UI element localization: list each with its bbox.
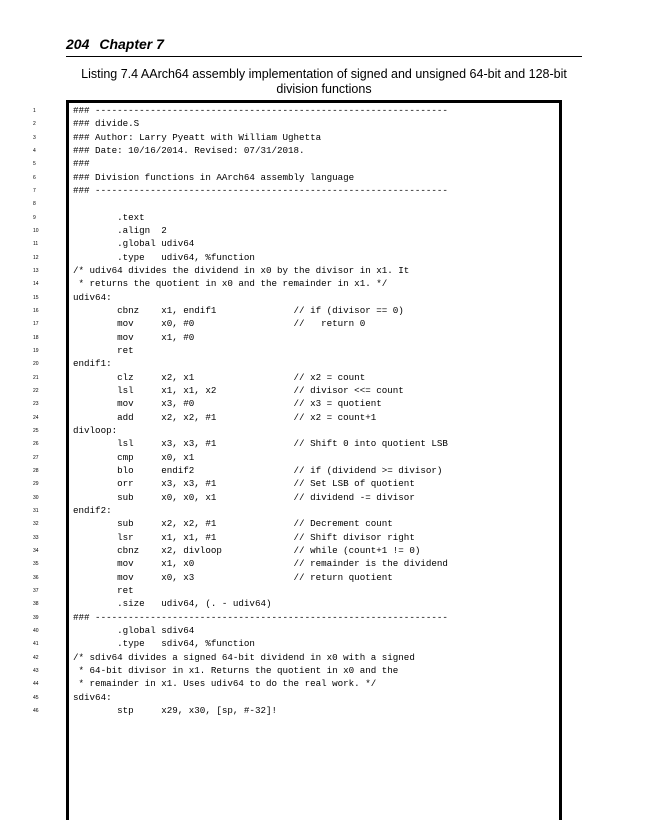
code-line: .type udiv64, %function <box>73 251 255 263</box>
line-number: 45 <box>33 694 39 701</box>
line-number: 30 <box>33 494 39 501</box>
line-number: 43 <box>33 667 39 674</box>
line-number: 13 <box>33 267 39 274</box>
line-number: 10 <box>33 227 39 234</box>
line-number: 29 <box>33 481 39 488</box>
line-number: 34 <box>33 547 39 554</box>
line-number: 1 <box>33 108 36 114</box>
code-line: .size udiv64, (. - udiv64) <box>73 598 272 610</box>
line-number: 2 <box>33 121 36 128</box>
code-line: add x2, x2, #1 // x2 = count+1 <box>73 411 377 423</box>
line-number: 26 <box>33 441 39 448</box>
line-number: 25 <box>33 427 39 434</box>
line-number: 39 <box>33 614 39 621</box>
code-line: mov x0, x3 // return quotient <box>73 571 393 583</box>
line-number: 24 <box>33 414 39 421</box>
code-line: mov x0, #0 // return 0 <box>73 318 366 330</box>
code-line: .align 2 <box>73 224 167 236</box>
code-line: endif2: <box>73 504 112 516</box>
line-number: 21 <box>33 374 39 381</box>
line-number: 22 <box>33 387 39 394</box>
code-line: sdiv64: <box>73 691 112 703</box>
code-line: lsr x1, x1, #1 // Shift divisor right <box>73 531 415 543</box>
line-number: 18 <box>33 334 39 341</box>
line-number: 35 <box>33 561 39 568</box>
code-line: blo endif2 // if (dividend >= divisor) <box>73 464 443 476</box>
code-line: mov x3, #0 // x3 = quotient <box>73 398 382 410</box>
code-line: ret <box>73 344 134 356</box>
code-line: cbnz x2, divloop // while (count+1 != 0) <box>73 544 421 556</box>
line-number: 41 <box>33 641 39 648</box>
code-line: ### divide.S <box>73 118 140 130</box>
code-line: ret <box>73 584 134 596</box>
line-number: 37 <box>33 587 39 594</box>
code-line: ### Author: Larry Pyeatt with William Ughetta <box>73 131 322 143</box>
code-line: mov x1, #0 <box>73 331 195 343</box>
code-line: orr x3, x3, #1 // Set LSB of quotient <box>73 478 415 490</box>
line-number: 27 <box>33 454 39 461</box>
code-line: ### Division functions in AArch64 assembly language <box>73 171 355 183</box>
code-line: ### ---------------------------------------------------------------- <box>73 611 448 623</box>
code-line: udiv64: <box>73 291 112 303</box>
code-line: ### ---------------------------------------------------------------- <box>73 105 448 116</box>
page-number: 204 <box>66 36 90 52</box>
line-number: 6 <box>33 174 36 181</box>
code-line: .global udiv64 <box>73 238 195 250</box>
line-number: 32 <box>33 521 39 528</box>
line-number: 7 <box>33 187 36 194</box>
code-line: cbnz x1, endif1 // if (divisor == 0) <box>73 304 404 316</box>
line-number: 12 <box>33 254 39 261</box>
line-number: 40 <box>33 627 39 634</box>
listing-caption: Listing 7.4 AArch64 assembly implementation of signed and unsigned 64-bit and 128-bit division functions <box>81 67 567 96</box>
code-line: ### <box>73 158 90 170</box>
code-line: sub x0, x0, x1 // dividend -= divisor <box>73 491 415 503</box>
code-line: divloop: <box>73 424 118 436</box>
line-number: 5 <box>33 161 36 168</box>
line-number: 14 <box>33 281 39 288</box>
running-head <box>66 36 164 52</box>
code-line: /* udiv64 divides the dividend in x0 by the divisor in x1. It <box>73 264 410 276</box>
chapter-title: Chapter 7 <box>99 36 164 52</box>
code-line: .type sdiv64, %function <box>73 638 255 650</box>
line-number: 16 <box>33 307 39 314</box>
line-number: 8 <box>33 201 36 208</box>
code-line: endif1: <box>73 358 112 370</box>
line-number: 36 <box>33 574 39 581</box>
code-line: * remainder in x1. Uses udiv64 to do the real work. */ <box>73 678 377 690</box>
code-line: ### ---------------------------------------------------------------- <box>73 184 448 196</box>
line-number: 11 <box>33 241 39 248</box>
code-line: /* sdiv64 divides a signed 64-bit dividend in x0 with a signed <box>73 651 415 663</box>
line-number: 17 <box>33 321 39 328</box>
code-line: clz x2, x1 // x2 = count <box>73 371 366 383</box>
line-number: 44 <box>33 681 39 688</box>
header-rule <box>66 56 582 57</box>
code-line: cmp x0, x1 <box>73 451 195 463</box>
line-number: 31 <box>33 507 39 514</box>
code-line: stp x29, x30, [sp, #-32]! <box>73 704 277 716</box>
line-number: 33 <box>33 534 39 541</box>
line-number: 46 <box>33 707 39 714</box>
code-line: mov x1, x0 // remainder is the dividend <box>73 558 448 570</box>
line-number: 28 <box>33 467 39 474</box>
line-number: 20 <box>33 361 39 368</box>
code-line: ### Date: 10/16/2014. Revised: 07/31/2018. <box>73 144 305 156</box>
code-line: .global sdiv64 <box>73 624 195 636</box>
code-line: .text <box>73 211 145 223</box>
line-number: 9 <box>33 214 36 221</box>
code-line: lsl x1, x1, x2 // divisor <<= count <box>73 384 404 396</box>
line-number: 42 <box>33 654 39 661</box>
line-number: 38 <box>33 601 39 608</box>
code-line: * returns the quotient in x0 and the remainder in x1. */ <box>73 278 388 290</box>
line-number: 15 <box>33 294 39 301</box>
code-line: lsl x3, x3, #1 // Shift 0 into quotient LSB <box>73 438 448 450</box>
line-number: 3 <box>33 134 36 141</box>
line-number: 19 <box>33 347 39 354</box>
line-number: 4 <box>33 147 36 154</box>
code-line: sub x2, x2, #1 // Decrement count <box>73 518 393 530</box>
line-number: 23 <box>33 401 39 408</box>
code-line: * 64-bit divisor in x1. Returns the quotient in x0 and the <box>73 664 399 676</box>
